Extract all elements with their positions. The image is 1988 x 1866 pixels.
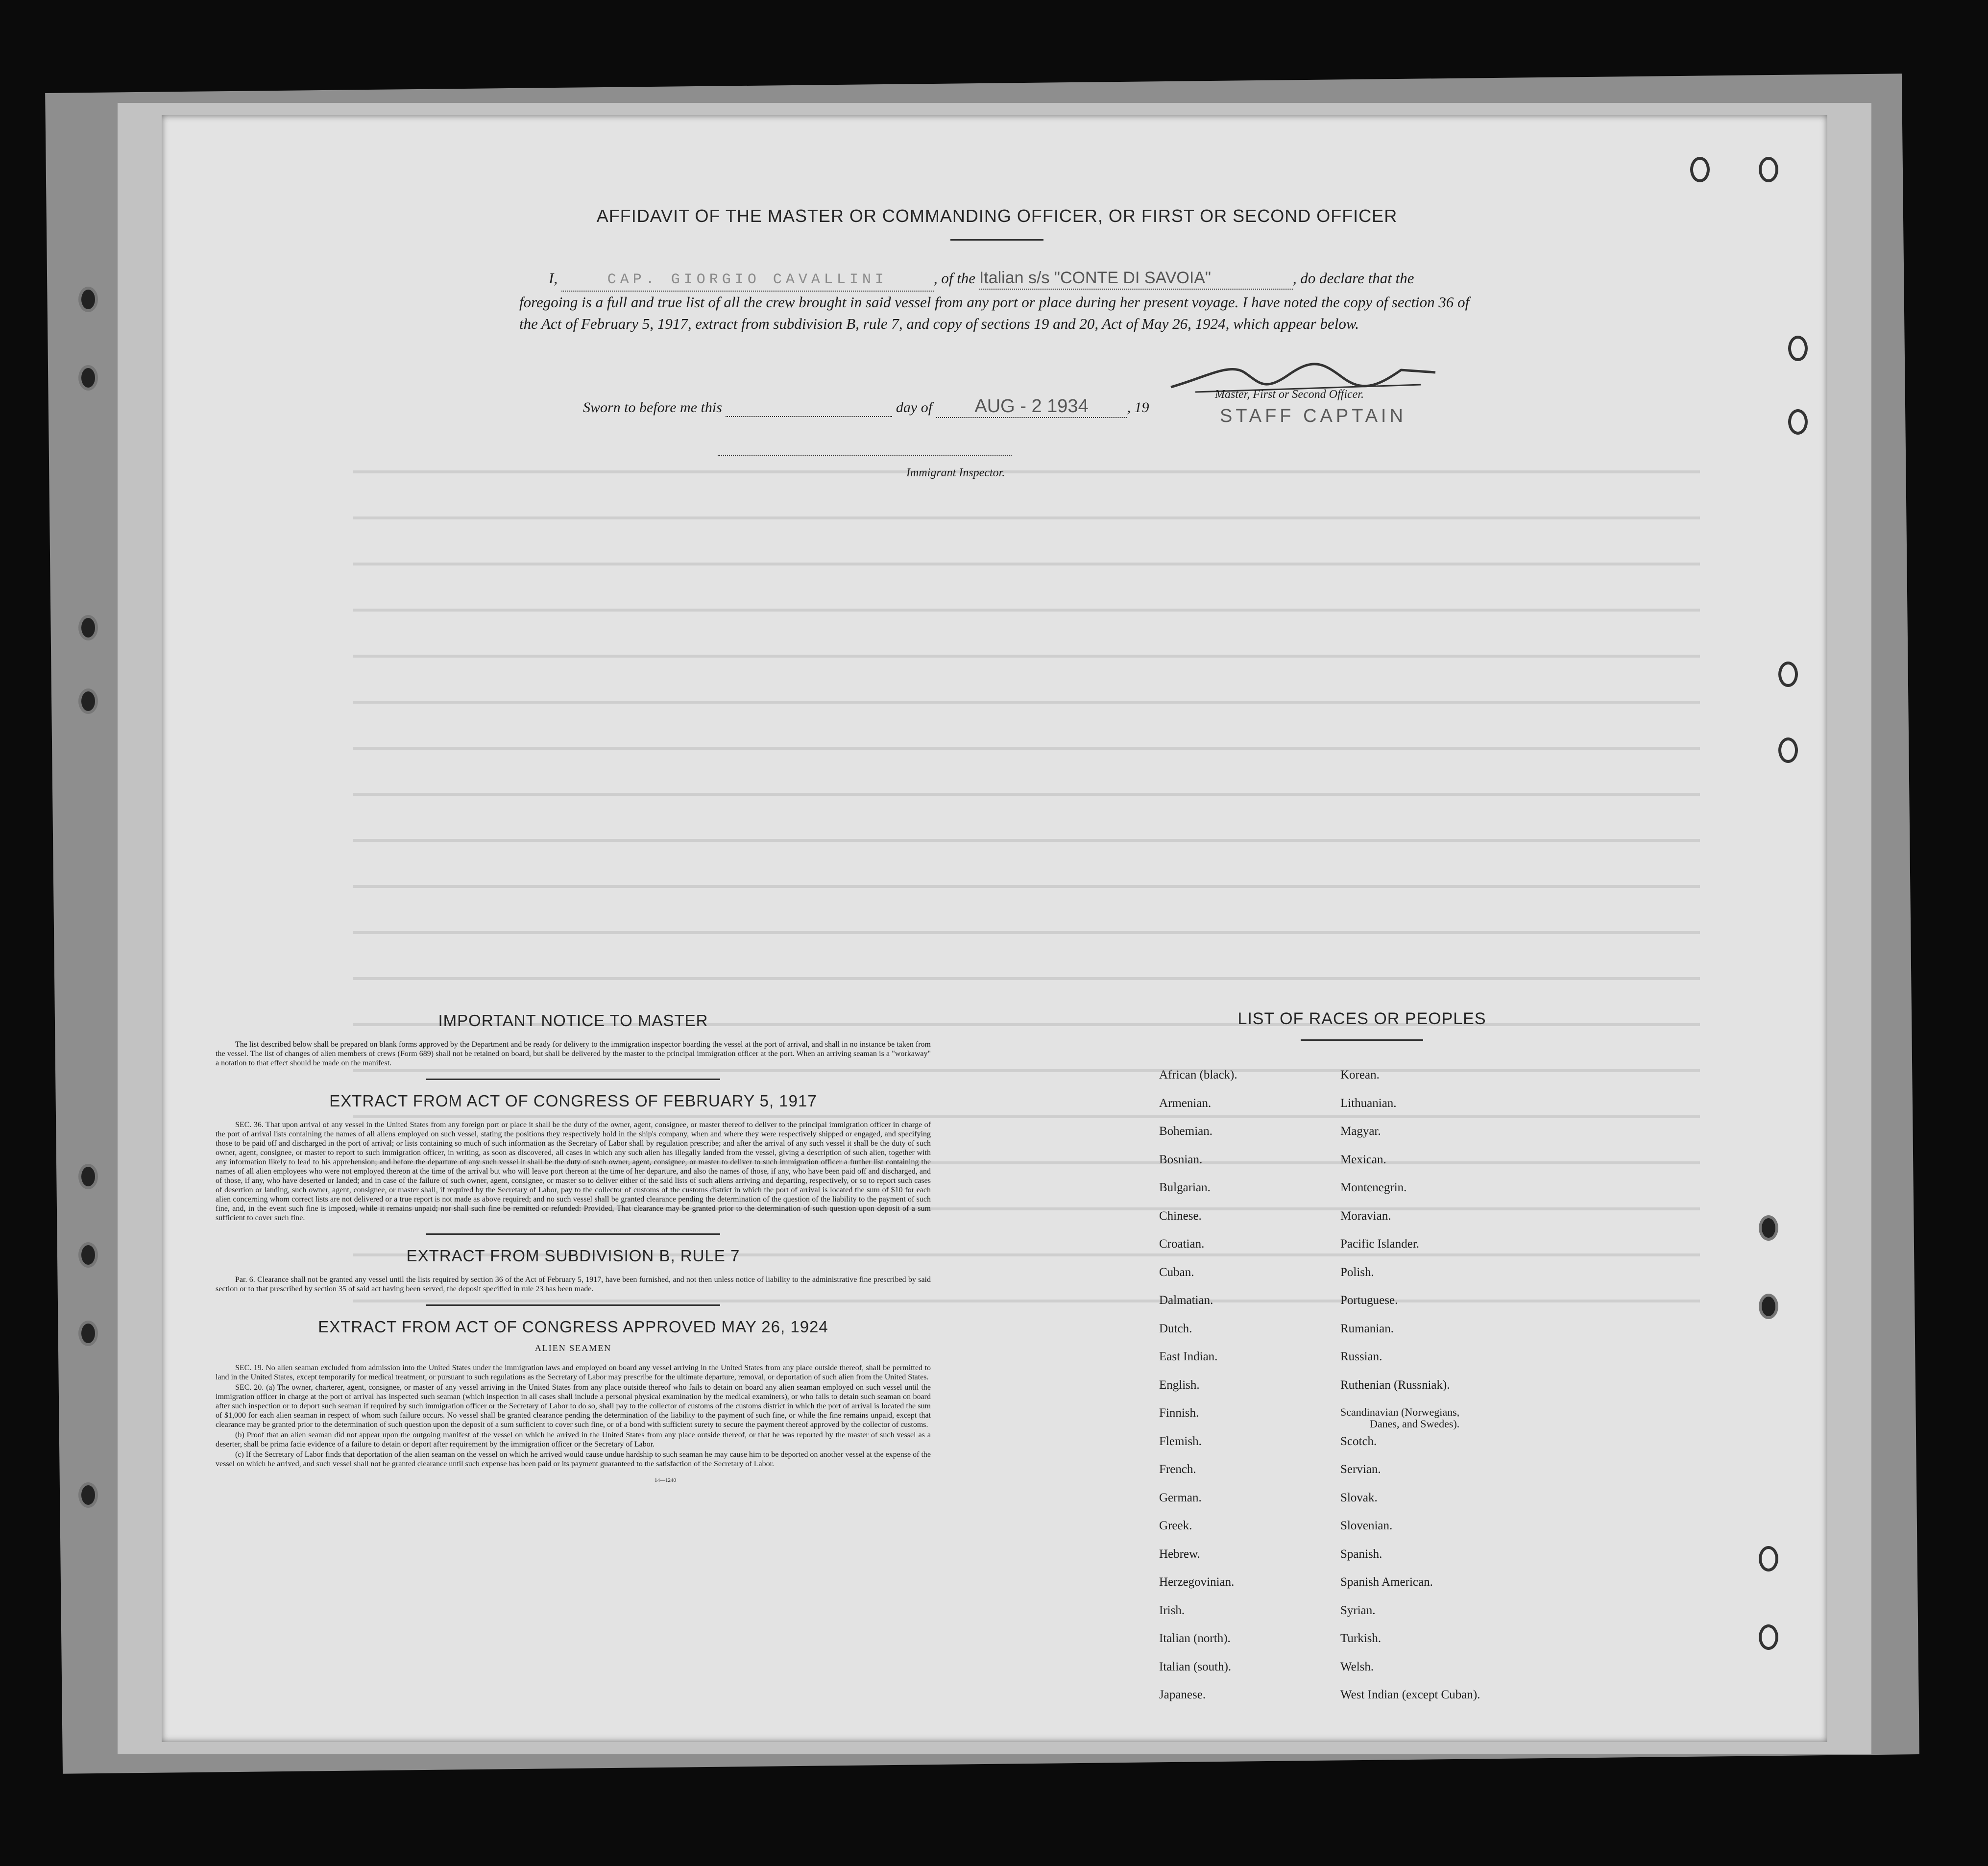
race-item: Croatian. bbox=[1159, 1237, 1205, 1251]
race-item-scandinavian: Scandinavian (Norwegians, bbox=[1340, 1406, 1460, 1418]
inspector-signature-line bbox=[718, 455, 1012, 456]
race-item: East Indian. bbox=[1159, 1350, 1218, 1363]
binder-hole-left-1 bbox=[78, 287, 98, 312]
race-item: Ruthenian (Russniak). bbox=[1340, 1378, 1450, 1392]
binder-hole-right-3 bbox=[1778, 662, 1798, 687]
binder-hole-left-7 bbox=[78, 1321, 98, 1346]
sec20a-text: SEC. 20. (a) The owner, charterer, agent, consignee, or master of any vessel arriving in the United States from any place outside thereof who fails to detain on board any alien seaman employed on such vessel until the immigration officer in charge at the port of arrival has inspected such seaman (which inspection in all cases shall include a personal physical examination by the medical examiners), or who fails to detain such seaman on board after such inspection or to deport such seaman if required by such immigration officer or the Secretary of Labor to do so, shall pay to the collector of customs of the customs district in which the port of arrival is located the sum of $1,000 for each alien seaman in respect of whom such failure occurs. No vessel shall be granted clearance pending the determination of the liability to the payment of such fine, or while the fine remains unpaid, except that clearance may be granted prior to the determination of such question upon the deposit of a sum sufficient to cover such fine, or of a bond with sufficient surety to secure the payment thereof approved by the collector of customs. bbox=[216, 1383, 931, 1429]
race-item: Irish. bbox=[1159, 1603, 1185, 1617]
race-item: Slovak. bbox=[1340, 1491, 1378, 1504]
race-item: French. bbox=[1159, 1463, 1196, 1476]
race-item: Spanish. bbox=[1340, 1547, 1382, 1561]
binder-hole-left-8 bbox=[78, 1482, 98, 1508]
race-item: Spanish American. bbox=[1340, 1575, 1433, 1589]
race-item: West Indian (except Cuban). bbox=[1340, 1688, 1480, 1701]
race-item: Bulgarian. bbox=[1159, 1181, 1211, 1194]
race-item: Korean. bbox=[1340, 1068, 1380, 1081]
binder-hole-left-6 bbox=[78, 1242, 98, 1268]
races-title-rule bbox=[1301, 1039, 1423, 1041]
extract-rule7-text: Par. 6. Clearance shall not be granted any vessel until the lists required by section 36 of the Act of February 5, 1917, have been furnished, and not then unless notice of liability to the administrative fine prescribed by said section or to that prescribed by section 35 of said act having been served, the deposit specified in rule 23 has been made. bbox=[216, 1276, 931, 1293]
race-item: African (black). bbox=[1159, 1068, 1237, 1081]
affidavit-title: AFFIDAVIT OF THE MASTER OR COMMANDING OFFICER, OR FIRST OR SECOND OFFICER bbox=[596, 206, 1398, 226]
race-item: Italian (south). bbox=[1159, 1660, 1232, 1673]
binder-hole-left-3 bbox=[78, 615, 98, 640]
year-prefix: , 19 bbox=[1127, 399, 1149, 416]
binder-hole-left-4 bbox=[78, 688, 98, 714]
race-item: English. bbox=[1159, 1378, 1200, 1392]
binder-hole-top-1 bbox=[1690, 157, 1710, 182]
sworn-label: Sworn to before me this bbox=[583, 399, 722, 416]
race-item: Magyar. bbox=[1340, 1125, 1381, 1138]
vessel-name-field: Italian s/s "CONTE DI SAVOIA" bbox=[979, 267, 1293, 290]
races-title: LIST OF RACES OR PEOPLES bbox=[1237, 1009, 1486, 1028]
race-item: Lithuanian. bbox=[1340, 1096, 1397, 1110]
race-item: Bosnian. bbox=[1159, 1153, 1203, 1166]
race-item: Finnish. bbox=[1159, 1406, 1199, 1420]
notices-column bbox=[216, 1000, 931, 1483]
race-item: Dutch. bbox=[1159, 1322, 1192, 1335]
race-item: Chinese. bbox=[1159, 1209, 1202, 1223]
race-item: Mexican. bbox=[1340, 1153, 1386, 1166]
race-item: Bohemian. bbox=[1159, 1125, 1213, 1138]
races-section bbox=[1159, 1009, 1558, 1717]
extract-rule7-title: EXTRACT FROM SUBDIVISION B, RULE 7 bbox=[406, 1247, 740, 1265]
race-item: Syrian. bbox=[1340, 1603, 1376, 1617]
race-item: Herzegovinian. bbox=[1159, 1575, 1235, 1589]
sec20c-text: (c) If the Secretary of Labor finds that deportation of the alien seaman on the vessel on which he arrived would cause undue hardship to such seaman he may cause him to be deported on another vessel at the expense of the vessel on which he arrived, and such vessel shall not be granted clearance until such expense has been paid or its payment guaranteed to the satisfaction of the Secretary of Labor. bbox=[216, 1450, 931, 1468]
binder-hole-right-4 bbox=[1778, 737, 1798, 763]
binder-hole-right-2 bbox=[1788, 409, 1808, 435]
affidavit-declaration bbox=[519, 267, 1475, 335]
inspector-label: Immigrant Inspector. bbox=[906, 466, 1005, 479]
race-item: Servian. bbox=[1340, 1463, 1381, 1476]
alien-seamen-subtitle: ALIEN SEAMEN bbox=[534, 1343, 612, 1353]
race-item: Scotch. bbox=[1340, 1434, 1377, 1448]
affidavit-declare: , do declare bbox=[1292, 270, 1364, 287]
race-item: Dalmatian. bbox=[1159, 1294, 1213, 1307]
race-item: Rumanian. bbox=[1340, 1322, 1394, 1335]
binder-hole-top-2 bbox=[1759, 157, 1778, 182]
form-number: 14—1240 bbox=[655, 1477, 676, 1483]
race-item bbox=[1340, 1406, 1551, 1435]
race-item: German. bbox=[1159, 1491, 1202, 1504]
extract-1917-rule bbox=[426, 1233, 720, 1235]
race-item: Greek. bbox=[1159, 1519, 1192, 1532]
signature-label: Master, First or Second Officer. bbox=[1215, 388, 1364, 401]
race-item: Moravian. bbox=[1340, 1209, 1391, 1223]
race-item: Polish. bbox=[1340, 1265, 1374, 1279]
binder-hole-right-8 bbox=[1759, 1624, 1778, 1650]
notice-text: The list described below shall be prepared on blank forms approved by the Department and be ready for delivery to the immigration inspector boarding the vessel at the port of arrival, and shall in no instance be taken from the vessel. The list of changes of alien members of crews (Form 689) shall not be retained on board, but shall be delivered by the master to the principal immigration officer at the port. When an arriving seaman is a "workaway" a notation to that effect should be made on the manifest. bbox=[216, 1040, 931, 1067]
race-item: Cuban. bbox=[1159, 1265, 1194, 1279]
binder-hole-right-7 bbox=[1759, 1546, 1778, 1571]
affidavit-of-the: , of the bbox=[933, 270, 976, 287]
affidavit-lead: I, bbox=[549, 270, 558, 287]
race-item: Slovenian. bbox=[1340, 1519, 1393, 1532]
races-list bbox=[1159, 1068, 1558, 1717]
notice-title: IMPORTANT NOTICE TO MASTER bbox=[438, 1011, 708, 1030]
race-item: Turkish. bbox=[1340, 1632, 1382, 1645]
extract-1917-text: SEC. 36. That upon arrival of any vessel in the United States from any foreign port or place it shall be the duty of the owner, agent, consignee, or master thereof to deliver to the principal immigration officer in charge of the port of arrival lists containing the names of all aliens employed on such vessel, stating the positions they respectively hold in the ship's company, when and where they were respectively shipped or engaged, and specifying those to be paid off and discharged in the port of arrival; or lists containing so much of such information as the Secretary of Labor shall by regulation prescribe; and after the arrival of any such vessel it shall be the duty of such owner, agent, consignee, or master to report to such immigration officer, in writing, as soon as discovered, all cases in which any such alien has illegally landed from the vessel, giving a description of such alien, together with any information likely to lead to his apprehension; and before the departure of any such vessel it shall be the duty of such owner, agent, consignee, or master to deliver to such immigration officer a further list containing the names of all alien employees who were not employed thereon at the time of the arrival but who will leave port thereon at the time of her departure, and also the names of those, if any, who have been paid off and discharged, and of those, if any, who have deserted or landed; and in case of the failure of such owner, agent, consignee, or master so to deliver either of the said lists of such aliens arriving and departing, respectively, or so to report such cases of desertion or landing, such owner, agent, consignee, or master shall, if required by the Secretary of Labor, pay to the collector of customs of the customs district in which the port of arrival is located the sum of $10 for each alien concerning whom correct lists are not delivered or a true report is not made as above required; and no such vessel shall be granted clearance pending the determination of the question of the liability to the payment of such fine, and, in the event such fine is imposed, while it remains unpaid; nor shall such fine be remitted or refunded: Provided, That clearance may be granted prior to the determination of such question upon deposit of a sum sufficient to cover such fine. bbox=[216, 1121, 931, 1222]
affidavit-title-rule bbox=[950, 239, 1043, 241]
sec20b-text: (b) Proof that an alien seaman did not appear upon the outgoing manifest of the vessel on which he arrived in the United States from any place outside thereof, or that he was reported by the master of such vessel as a deserter, shall be prima facie evidence of a failure to detain or deport after requirement by the immigration officer or the Secretary of Labor. bbox=[216, 1431, 931, 1449]
notice-rule bbox=[426, 1079, 720, 1080]
binder-hole-right-6 bbox=[1759, 1294, 1778, 1319]
binder-hole-left-5 bbox=[78, 1164, 98, 1189]
staff-captain-stamp: STAFF CAPTAIN bbox=[1220, 406, 1406, 426]
master-name-field: CAP. GIORGIO CAVALLINI bbox=[561, 269, 934, 292]
race-item: Italian (north). bbox=[1159, 1632, 1231, 1645]
affidavit-body-text: that the foregoing is a full and true list of all the crew brought in said vessel from any port or place during her present voyage. I have noted the copy of section 36 of the Act of February 5, 1917, extract from subdivision B, rule 7, and copy of sections 19 and 20, Act of May 26, 1924, which appear below. bbox=[519, 270, 1470, 332]
race-item: Welsh. bbox=[1340, 1660, 1374, 1673]
binder-hole-left-2 bbox=[78, 365, 98, 391]
binder-hole-right-5 bbox=[1759, 1215, 1778, 1241]
extract-1924-title: EXTRACT FROM ACT OF CONGRESS APPROVED MAY 26, 1924 bbox=[318, 1318, 828, 1336]
day-of-label: day of bbox=[896, 399, 933, 416]
race-item: Flemish. bbox=[1159, 1434, 1202, 1448]
race-item: Hebrew. bbox=[1159, 1547, 1200, 1561]
race-item: Russian. bbox=[1340, 1350, 1382, 1363]
extract-rule7-rule bbox=[426, 1304, 720, 1306]
date-stamp: AUG - 2 1934 bbox=[936, 396, 1127, 418]
extract-1917-title: EXTRACT FROM ACT OF CONGRESS OF FEBRUARY 5, 1917 bbox=[329, 1092, 817, 1110]
sec19-text: SEC. 19. No alien seaman excluded from admission into the United States under the immigration laws and employed on board any vessel arriving in the United States from any place outside thereof, shall be permitted to land in the United States, except temporarily for medical treatment, or pursuant to such regulations as the Secretary of Labor may prescribe for the ultimate departure, removal, or deportation of such alien from the United States. bbox=[216, 1364, 931, 1381]
race-item: Pacific Islander. bbox=[1340, 1237, 1420, 1251]
race-item-scandinavian-cont: Danes, and Swedes). bbox=[1370, 1418, 1460, 1430]
affidavit-section bbox=[519, 206, 1475, 335]
race-item: Japanese. bbox=[1159, 1688, 1206, 1701]
binder-hole-right-1 bbox=[1788, 336, 1808, 361]
race-item: Montenegrin. bbox=[1340, 1181, 1407, 1194]
race-item: Portuguese. bbox=[1340, 1294, 1398, 1307]
sworn-day-field bbox=[726, 399, 892, 417]
race-item: Armenian. bbox=[1159, 1096, 1212, 1110]
